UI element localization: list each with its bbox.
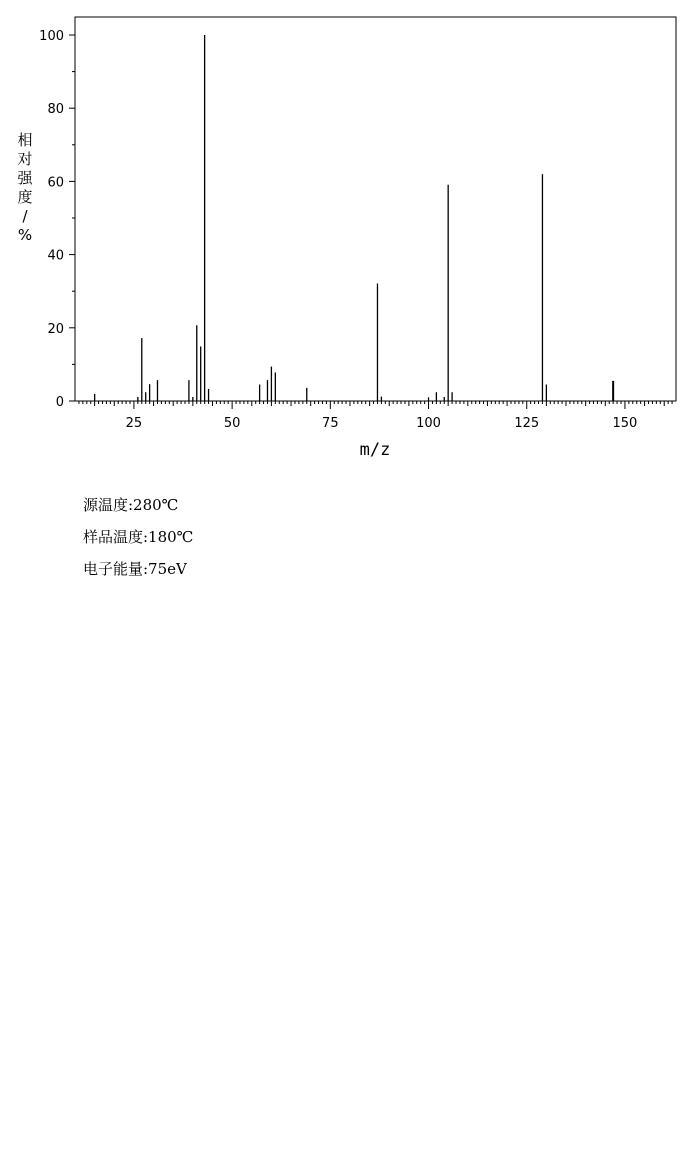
peak-bars (95, 35, 614, 401)
y-axis (39, 29, 75, 410)
x-tick-label: 100 (416, 416, 441, 431)
x-tick-label: 50 (223, 416, 241, 431)
x-tick-label: 75 (322, 416, 339, 431)
x-tick-label: 125 (514, 416, 540, 431)
y-tick-label: 20 (47, 321, 64, 337)
sample-temperature: 样品温度:180℃ (83, 528, 194, 546)
y-tick-label: 60 (47, 175, 64, 191)
plot-frame (75, 17, 676, 401)
x-axis (79, 401, 672, 431)
source-temperature: 源温度:280℃ (83, 496, 179, 514)
y-tick-label: 80 (47, 102, 64, 118)
x-axis-label: m/z (359, 440, 391, 460)
x-tick-label: 150 (612, 416, 638, 431)
x-tick-label: 25 (125, 416, 143, 431)
electron-energy: 电子能量:75eV (83, 560, 187, 578)
y-tick-label: 40 (47, 248, 64, 264)
y-axis-label: 相对强度/ % (17, 131, 33, 244)
mass-spectrum-chart (0, 0, 687, 470)
y-tick-label: 0 (55, 395, 64, 410)
y-tick-label: 100 (39, 29, 64, 44)
